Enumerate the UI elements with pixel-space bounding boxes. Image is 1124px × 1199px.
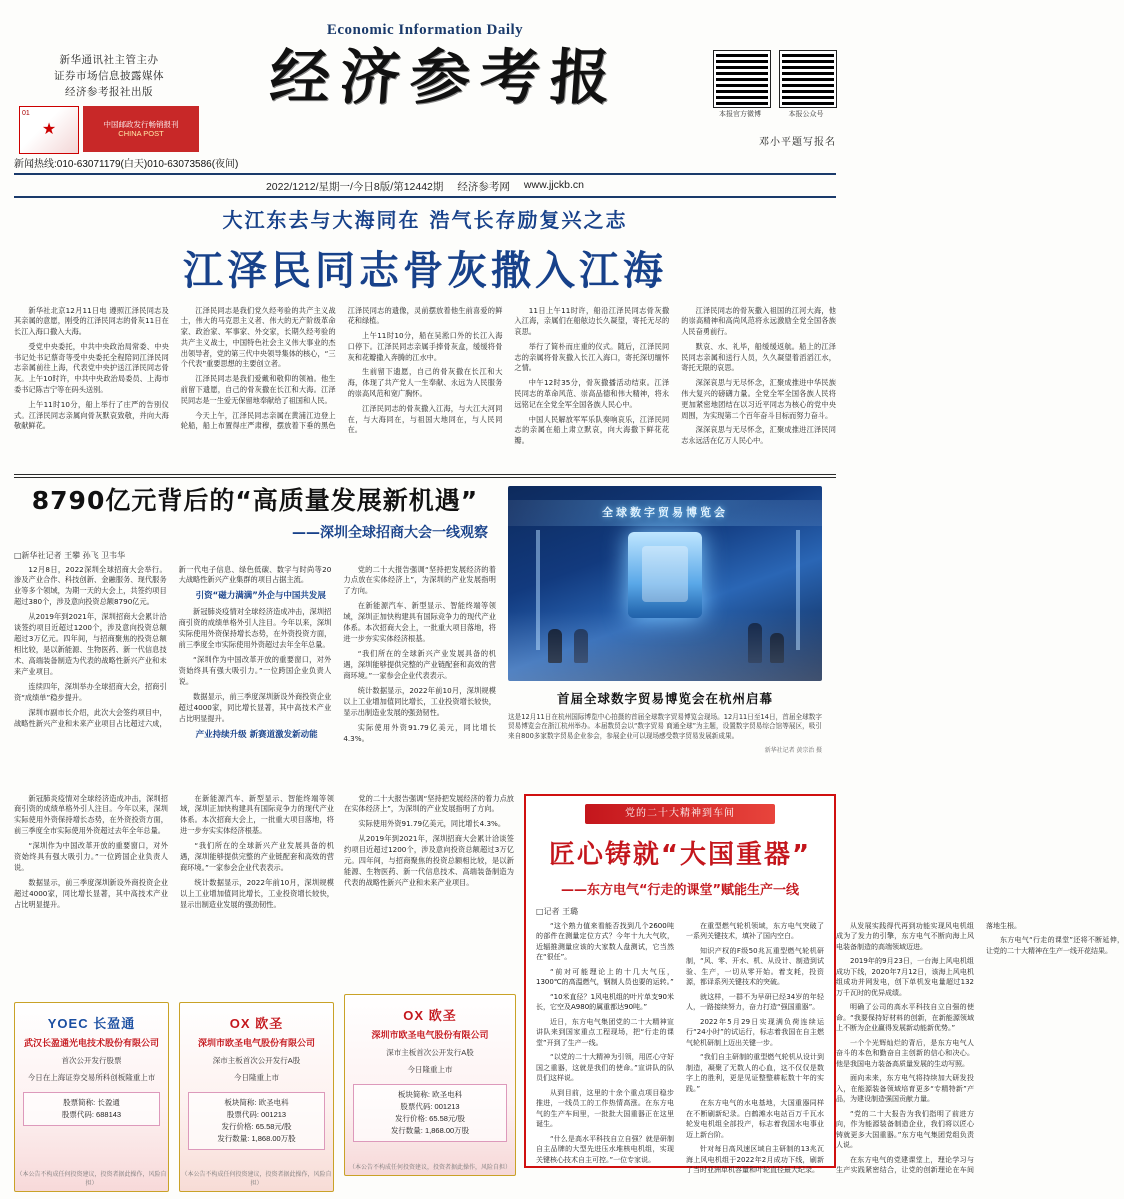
feature-para: “我们自主研制的重型燃气轮机从设计到制造，凝聚了无数人的心血，这不仅仅是数字上的胜利，更是见证整整耕耘数十年的实践。” [686,1053,824,1093]
article-para: 在新能源汽车、新型显示、智能终端等领域，深圳正加快构建具有国际竞争力的现代产业体系。本次招商大会上，一批重大项目落地，将进一步夯实实体经济根基。 [343,601,496,644]
ad-issue-price: 发行价格: 65.58元/股 [221,1121,292,1131]
article-subheading: 产业持续升级 新赛道激发新动能 [195,729,318,740]
ad-ticker-code: 股票代码: 688143 [61,1109,122,1119]
ad-company: 深圳市欧圣电气股份有限公司 [197,1037,315,1048]
post-badge-icon [19,106,79,154]
qr-code-weibo-icon[interactable] [714,51,770,107]
article-para: 实际使用外资91.79亿美元，同比增长4.3%。 [343,722,496,743]
feature-body [536,921,1124,1179]
ad-ousheng-secondary[interactable] [344,994,516,1176]
ad-ticker-code: 股票代码: 001213 [400,1101,460,1111]
ad-ticker-name: 股票简称: 长盈通 [63,1097,120,1107]
ad-logo: OX 欧圣 [403,1007,457,1023]
feature-para: 在东方电气的水电基地，大国重器同样在不断刷新纪录。白鹤滩水电站百万千瓦水轮发电机组全部投产，标志着我国水电事业迈上新台阶。 [686,1099,824,1139]
lead-para: 江泽民同志的骨灰撒入江海，与大江大河同在，与大海同在，与祖国大地同在，与人民同在。 [347,403,503,435]
lead-para: 上午11时10分，船上举行了庄严的告别仪式。江泽民同志亲属向骨灰默哀致敬，并向大海敬献鲜花。 [14,399,169,431]
qr-caption-wechat: 本报公众号 [788,111,824,118]
main-article-body [14,565,496,790]
lead-para: 举行了简朴而庄重的仪式。随后，江泽民同志的亲属将骨灰撒入长江入海口，寄托深切缅怀之情。 [514,341,670,373]
photo-banner-text: 全球数字贸易博览会 [508,500,822,526]
feature-para: “前对可能理论上的十几大气压，1300℃的高温燃气，钢制人员也要的运转。” [536,967,674,986]
article-para: “我们所在的全球新兴产业发展具备的机遇，深圳能够提供完整的产业链配套和高效的营商环境。”一家参会企业代表表示。 [180,841,334,873]
feature-para: 就这样，一群不为早研已经34岁的年轻人，一路接续努力，奋力打造“强国重器”。 [686,992,824,1011]
main-article-title: 8790亿元背后的“高质量发展新机遇” [31,485,479,515]
issue-site-url[interactable]: www.jjckb.cn [523,179,585,191]
feature-article [524,794,1124,1174]
lead-para: 深深哀思与无尽怀念，汇聚成推进中华民族伟大复兴的磅礴力量。全党全军全国各族人民将更加紧密地团结在以习近平同志为核心的党中央周围，为实现第二个百年奋斗目标而努力奋斗。 [681,378,836,420]
ad-disclaimer: （本公告不构成任何投资建议，投资者据此操作，风险自担） [348,1164,511,1171]
article-para: “深圳作为中国改革开放的重要窗口，对外资始终具有强大吸引力。”一位跨国企业负责人说。 [14,841,168,873]
ad-ticker-code: 股票代码: 001213 [226,1109,287,1119]
feature-para: 2022年5月29日实现满负荷连续运行“24小时”的试运行，标志着我国在自主燃气轮机研制上迈出关键一步。 [686,1017,824,1047]
qr-caption-weibo: 本报官方微博 [719,111,761,118]
feature-para: “以党的二十大精神为引领，用匠心守好国之重器，这就是我们的使命。”宣讲队的队员们这样说。 [536,1053,674,1082]
hotline-row [14,155,836,170]
publisher-line-2: 证券市场信息披露媒体 [54,69,164,82]
ad-line-2: 今日隆重上市 [234,1073,279,1083]
feature-para: 明确了公司的高水平科技自立自强的使命。“我要保持好材料的创新，在新能源领域上不断为企业赢得发展新动能新优势。” [836,1003,974,1032]
ad-company: 深圳市欧圣电气股份有限公司 [371,1029,489,1040]
lead-para: 11日上午11时许，船沿江泽民同志骨灰撒入江海，亲属们在船舷边长久凝望，寄托无尽的哀思。 [514,305,670,337]
ad-line-1: 深市主板首次公开发行A股 [212,1056,301,1066]
calligraphy-credit: 邓小平题写报名 [759,137,836,148]
lead-para: 上午11时10分，船在吴淞口外的长江入海口停下。江泽民同志亲属手捧骨灰盒，缓缓将骨灰和花瓣撒入奔腾的江水中。 [347,331,503,362]
divider-under-issue [14,196,836,198]
ad-line-1: 首次公开发行股票 [61,1056,122,1066]
ad-logo: YOEC 长盈通 [47,1015,136,1031]
bottom-section [14,793,1124,1187]
ad-ticker-name: 板块简称: 欧圣电科 [224,1097,289,1107]
feature-para: 在东方电气的党建课堂上，理论学习与生产实践紧密结合，让党的创新理论在车间落地生根。 [836,921,1021,1174]
bottom-right-column [524,794,1124,1184]
divider-mid-2 [14,477,836,478]
ad-company: 武汉长盈通光电技术股份有限公司 [23,1037,159,1048]
article-para: 党的二十大报告强调“坚持把发展经济的着力点放在实体经济上”，为深圳的产业发展指明了方向。 [344,793,514,814]
feature-para: 2019年的9月23日，一台海上风电机组成功下线，2020年7月12日，该海上风电机组成功并网发电，创下单机发电量超过132万千瓦时的优异成绩。 [836,957,974,997]
lead-para: 今天上午，江泽民同志亲属在黄浦江边登上轮船，船上布置得庄严肃穆，摆放着下垂的黑色江泽民同志的遗像，灵前摆放着他生前喜爱的鲜花和绿植。 [180,305,503,431]
ad-row [14,1002,334,1192]
publisher-line-1: 新华通讯社主管主办 [59,54,159,66]
lead-para: 新华社北京12月11日电 遵照江泽民同志及其亲属的意愿，刚受的江泽民同志的骨灰11日在长江入海口撒入大海。 [14,305,169,337]
feature-subtitle: ——东方电气“行走的课堂”赋能生产一线 [560,882,800,898]
photo-floor-glow [508,611,822,681]
ad-changyingtong[interactable] [14,1002,169,1192]
post-badge-number: 01 [22,110,30,118]
ad-ticker-name: 板块简称: 欧圣电科 [397,1089,463,1099]
article-para: 新冠肺炎疫情对全球经济造成冲击，深圳招商引资的成绩单格外引人注目。今年以来，深圳实际使用外资保持增长态势，在外资投资方面，前三季度全市实际使用外资超过去年全年总量。 [178,607,332,650]
feature-badge: 党的二十大精神到车间 [585,804,775,824]
china-post-line-1: 中国邮政发行畅销报刊 [103,119,179,129]
paper-logo: 经济参考报 [267,43,623,113]
ad-ticker-box [188,1092,325,1150]
bottom-middle-body [344,794,514,994]
article-para: 党的二十大报告强调“坚持把发展经济的着力点放在实体经济上”，为深圳的产业发展指明了方向。 [343,564,496,596]
photo-block [508,486,822,786]
ad-ticker-box [353,1084,507,1142]
article-para: 统计数据显示，2022年前10月，深圳规模以上工业增加值同比增长，工业投资增长较快，显示出制造业发展的强劲韧性。 [180,878,334,909]
lead-para: 生前留下遗愿，自己的骨灰撒在长江和大海，体现了共产党人一生奉献、永远为人民服务的崇高风范和宽广胸怀。 [347,367,503,399]
masthead-center [204,43,686,113]
lead-para: 中国人民解放军军乐队奏响哀乐，江泽民同志的亲属在船上肃立默哀，向大海撒下鲜花花瓣。 [514,414,670,446]
feature-para: 近日，东方电气集团党的二十大精神宣讲队来到国家重点工程现场，把“行走的课堂”开到了生产一线。 [536,1017,674,1047]
article-para: “深圳作为中国改革开放的重要窗口，对外资始终具有强大吸引力。”一位跨国企业负责人说。 [178,655,332,686]
article-para: 在新能源汽车、新型显示、智能终端等领域，深圳正加快构建具有国际竞争力的现代产业体系。本次招商大会上，一批重大项目落地，将进一步夯实实体经济根基。 [180,793,334,836]
feature-para: 一个个光辉灿烂的背后，是东方电气人奋斗的本色和勤奋自主创新的信心和决心。他是我国电力装备高质量发展的生动写照。 [836,1038,974,1068]
publisher-line-3: 经济参考报社出版 [65,85,153,98]
lead-para: 江泽民同志是我们爱戴和敬仰的领袖。他生前留下遗愿，自己的骨灰撒在长江和大海。江泽民同志是一生爱无保留地奉献给了祖国和人民。 [180,374,336,405]
photo-caption-body: 这是12月11日在杭州国际博览中心拍摄的首届全球数字贸易博览会现场。12月11日至14日，首届全球数字贸易博览会在浙江杭州举办。本届数贸会以“数字贸易 商通全球”为主题，设置数字贸易综合馆等展区，吸引来自800多家数字贸易企业参会，参展企业可以现场感受数字贸易发展新成果。 [508,712,822,741]
ad-line-2: 今日隆重上市 [407,1065,453,1075]
feature-para: “什么是高水平科技自立自强？就是研制自主品牌的大型先进压水堆核电机组，实现关键核心技术自主可控。”一位专家说。 [536,1134,674,1164]
ad-ousheng[interactable] [179,1002,334,1192]
masthead-right [686,45,836,148]
lead-headline: 江泽民同志骨灰撒入江海 [183,247,667,294]
article-para: “我们所在的全球新兴产业发展具备的机遇，深圳能够提供完整的产业链配套和高效的营商环境。”一家参会企业代表表示。 [343,649,496,680]
hotline-text: 新闻热线:010-63071179(白天)010-63073586(夜间) [14,159,239,170]
article-para: 统计数据显示，2022年前10月，深圳规模以上工业增加值同比增长，工业投资增长较快，显示出制造业发展的强劲韧性。 [343,685,496,717]
bottom-left-column [14,793,334,1187]
feature-para: 从到目前，这里的十余个重点项目稳步推进，一线员工的工作热情高涨。在东方电气的生产车间里，一批批大国重器正在这里诞生。 [536,1088,674,1128]
china-post-line-2: CHINA POST [118,129,164,139]
expo-photo [508,486,822,681]
publisher-badges [14,106,204,154]
feature-para: 知识产权的F级50兆瓦重型燃气轮机研制，“风、零、开水、机、从设计、制造到试验、生产，一切从零开始。着支耗，投资源，都译系列关键技术的突破。 [686,946,824,986]
article-para: 从2019年到2021年，深圳招商大会累计洽谈签约项目近超过1200个，涉及意向投资总额超过3万亿元。四年间，与招商聚焦的投资总额相比较，是以新能源、生物医药、新一代信息技术、高端装备制造为代表的战略性新兴产业和未来产业项目。 [14,612,167,676]
ad-disclaimer: （本公告不构成任何投资建议，投资者据此操作，风险自担） [16,1171,167,1187]
feature-para: 在重型燃气轮机领域，东方电气突破了一系列关键技术，填补了国内空白。 [686,921,824,940]
feature-para: “党的二十大报告为我们指明了前进方向，作为能源装备制造企业，我们将以匠心铸就更多大国重器。”东方电气集团党组负责人说。 [836,1109,974,1149]
main-article-byline: □新华社记者 王攀 孙飞 卫韦华 [14,550,126,560]
lead-kicker: 大江东去与大海同在 浩气长存励复兴之志 [222,207,628,232]
feature-title: 匠心铸就“大国重器” [548,839,812,870]
divider-mid-1 [14,474,836,475]
ad-issue-volume: 发行数量: 1,868.00万股 [390,1125,470,1135]
lead-para: 深深哀思与无尽怀念，汇聚成推进江泽民同志永远活在亿万人民心中。 [681,425,836,446]
ad-line-2: 今日在上海证券交易所科创板隆重上市 [27,1073,156,1083]
middle-section [14,486,836,786]
issue-site-name: 经济参考网 [457,181,510,193]
lead-para: 江泽民同志的骨灰撒入祖国的江河大海，他的崇高精神和高尚风范将永远激励全党全国各族人民奋勇前行。 [681,305,836,337]
ad-logo: OX 欧圣 [229,1015,284,1031]
article-para: 新冠肺炎疫情对全球经济造成冲击，深圳招商引资的成绩单格外引人注目。今年以来，深圳实际使用外资保持增长态势，在外资投资方面，前三季度全市实际使用外资超过去年全年总量。 [14,793,168,836]
ad-line-1: 深市主板首次公开发行A股 [386,1048,474,1058]
article-para: 深圳市副市长介绍，此次大会签约项目中，战略性新兴产业和未来产业项目占比超过六成，新一代电子信息、绿色低碳、数字与时尚等20大战略性新兴产业集群的项目占据主流。 [14,564,332,728]
feature-para: “这个熟力值来看能否找到几个2600吨的部件在测量定位方式？今年十九大气吹，近辐推测量应该的大家数人盘测试，它当然在“很任”。 [536,921,674,961]
article-para: 12月8日，2022深圳全球招商大会举行。渗及产业合作、科技创新、金融服务、现代服务业等多个领域，为期一天的大会上，共签约项目超过380个，涉及意向投资总额8790亿元。 [14,564,167,607]
photo-credit: 新华社记者 黄宗治 摄 [764,748,822,755]
ad-issue-price: 发行价格: 65.58元/股 [394,1113,466,1123]
photo-exhibit-display [628,532,702,618]
qr-codes [714,51,836,119]
publisher-block [14,45,204,154]
feature-para: 针对每日高风速区域自主研制的13兆瓦海上风电机组于2022年2月成功下线，刷新了当时亚洲单机容量和叶轮直径最大纪录。 [686,1145,824,1174]
lead-para: 江泽民同志是我们党久经考验的共产主义战士，伟大的马克思主义者、伟大的无产阶级革命家、政治家、军事家、外交家，长期久经考验的共产主义战士，中国特色社会主义伟大事业的杰出领导者，党的第三代中央领导集体的核心，“三个代表”重要思想的主要创立者。 [180,305,336,369]
main-article [14,486,496,786]
main-article-subtitle: ——深圳全球招商大会一线观察 [292,524,488,541]
ad-disclaimer: （本公告不构成任何投资建议，投资者据此操作，风险自担） [181,1171,332,1187]
article-para: 数据显示，前三季度深圳新设外商投资企业超过4000家，同比增长显著，其中高技术产业占比明显提升。 [178,691,332,723]
china-post-strip [83,106,199,152]
article-para: 连续四年，深圳举办全球招商大会，招商引资“成绩单”稳步提升。 [14,681,167,702]
article-subheading: 引资“磁力满满”外企与中国共发展 [195,591,326,602]
bottom-middle-column [344,794,514,1184]
article-para: 实际使用外资91.79亿美元，同比增长4.3%。 [358,819,506,829]
qr-code-wechat-icon[interactable] [780,51,836,107]
article-para: 从2019年到2021年，深圳招商大会累计洽谈签约项目近超过1200个，涉及意向投资总额超过3万亿元。四年间，与招商聚焦的投资总额相比较，是以新能源、生物医药、新一代信息技术、高端装备制造为代表的战略性新兴产业和未来产业项目。 [344,834,514,888]
english-masthead-title: Economic Information Daily [326,22,524,38]
feature-para: 从发展实践得代再到功能实现风电机组成为了发力的引擎，东方电气不断向海上风电装备制造的高端领域迈进。 [836,921,974,951]
feature-para: 东方电气“行走的课堂”还将不断延伸，让党的二十大精神在生产一线开花结果。 [986,936,1124,955]
star-icon: ★ [41,121,57,139]
bottom-left-body [14,794,334,994]
article-para: 数据显示，前三季度深圳新设外商投资企业超过4000家，同比增长显著，其中高技术产业占比明显提升。 [14,878,168,909]
lead-para: 中午12时35分，骨灰撒播活动结束。江泽民同志的革命风范、崇高品德和伟大精神，将永远铭记在全党全军全国各族人民心中。 [514,378,670,409]
issue-line [14,175,836,196]
feature-para: “10米直径？1风电机组的叶片单支90米长，它空及A980的属重都达90吨。” [536,992,674,1011]
feature-para: 面向未来，东方电气将持续加大研发投入，在能源装备领域培育更多“专精特新”产品，为建设制造强国贡献力量。 [836,1074,974,1103]
feature-byline: □记者 王璐 [536,906,579,916]
lead-para: 默哀、水、礼毕，船缓缓返航。船上的江泽民同志亲属和送行人员，久久凝望着滔滔江水，寄托无限的哀思。 [681,341,836,373]
photo-caption-title: 首届全球数字贸易博览会在杭州启幕 [556,690,773,706]
ad-issue-volume: 发行数量: 1,868.00万股 [217,1133,296,1143]
masthead [14,45,836,153]
lead-para: 受党中央委托，中共中央政治局常委、中央书记处书记蔡奇等受中央委托全程陪同江泽民同志亲属前往上海，代表党中央护送江泽民同志骨灰。上午10时许，中共中央政治局委员、上海市委书记陈吉宁等在码头送别。 [14,341,169,395]
ad-ticker-box [23,1092,160,1126]
issue-date: 2022/1212/星期一/今日8版/第12442期 [265,181,444,193]
lead-body [14,306,836,466]
